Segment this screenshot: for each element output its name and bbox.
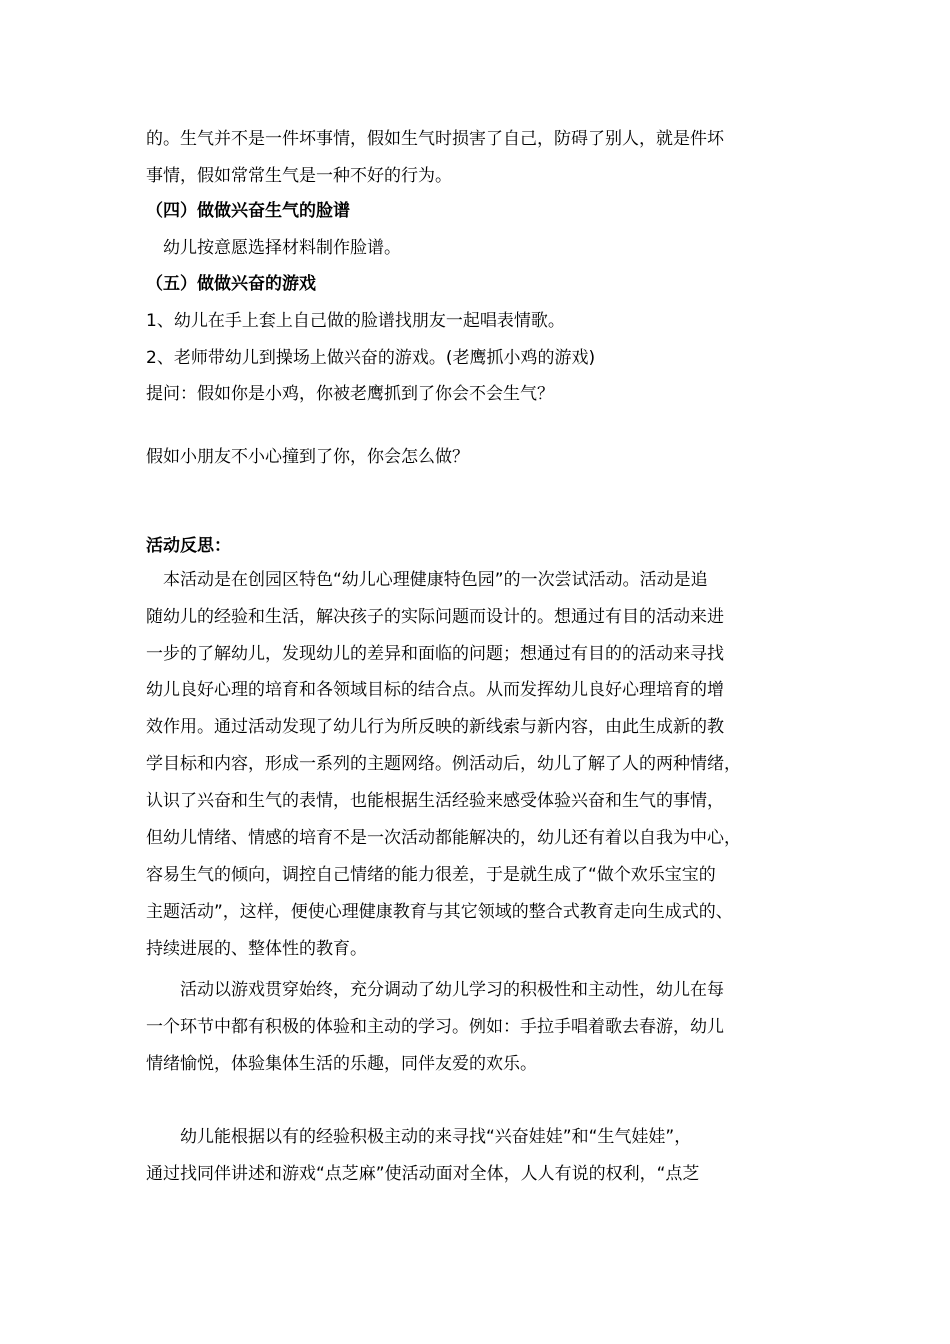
reflection-line: 一步的了解幼儿，发现幼儿的差异和面临的问题；想通过有目的的活动来寻找 [146,644,724,664]
list-item: 2、老师带幼儿到操场上做兴奋的游戏。(老鹰抓小鸡的游戏) [146,348,596,368]
reflection-line: 持续进展的、整体性的教育。 [146,939,367,959]
reflection-line: 学目标和内容，形成一系列的主题网络。例活动后，幼儿了解了人的两种情绪， [146,754,741,774]
section-heading: （四）做做兴奋生气的脸谱 [146,201,350,221]
reflection-line: 容易生气的倾向，调控自己情绪的能力很差，于是就生成了“做个欢乐宝宝的 [146,865,716,885]
paragraph-line: 幼儿按意愿选择材料制作脸谱。 [146,238,401,258]
paragraph-line: 活动以游戏贯穿始终，充分调动了幼儿学习的积极性和主动性，幼儿在每 [146,980,724,1000]
reflection-line: 但幼儿情绪、情感的培育不是一次活动都能解决的，幼儿还有着以自我为中心， [146,828,741,848]
paragraph-line: 事情，假如常常生气是一种不好的行为。 [146,166,452,186]
reflection-line: 认识了兴奋和生气的表情，也能根据生活经验来感受体验兴奋和生气的事情， [146,791,724,811]
reflection-line: 效作用。通过活动发现了幼儿行为所反映的新线索与新内容，由此生成新的教 [146,717,724,737]
reflection-line: 本活动是在创园区特色“幼儿心理健康特色园”的一次尝试活动。活动是追 [146,570,708,590]
paragraph-line: 一个环节中都有积极的体验和主动的学习。例如：手拉手唱着歌去春游，幼儿 [146,1017,724,1037]
question-line: 提问：假如你是小鸡，你被老鹰抓到了你会不会生气？ [146,384,554,404]
reflection-line: 幼儿良好心理的培育和各领域目标的结合点。从而发挥幼儿良好心理培育的增 [146,680,724,700]
question-line: 假如小朋友不小心撞到了你，你会怎么做？ [146,447,469,467]
paragraph-line: 幼儿能根据以有的经验积极主动的来寻找“兴奋娃娃”和“生气娃娃”， [146,1127,692,1147]
paragraph-line: 情绪愉悦，体验集体生活的乐趣，同伴友爱的欢乐。 [146,1054,537,1074]
list-item: 1、幼儿在手上套上自己做的脸谱找朋友一起唱表情歌。 [146,311,565,331]
reflection-line: 主题活动”，这样，便使心理健康教育与其它领域的整合式教育走向生成式的、 [146,902,733,922]
paragraph-line: 通过找同伴讲述和游戏“点芝麻”使活动面对全体，人人有说的权利，“点芝 [146,1164,700,1184]
section-heading: （五）做做兴奋的游戏 [146,274,316,294]
reflection-line: 随幼儿的经验和生活，解决孩子的实际问题而设计的。想通过有目的活动来进 [146,607,724,627]
paragraph-line: 的。生气并不是一件坏事情，假如生气时损害了自己，防碍了别人，就是件坏 [146,129,724,149]
reflection-heading: 活动反思： [146,536,231,556]
